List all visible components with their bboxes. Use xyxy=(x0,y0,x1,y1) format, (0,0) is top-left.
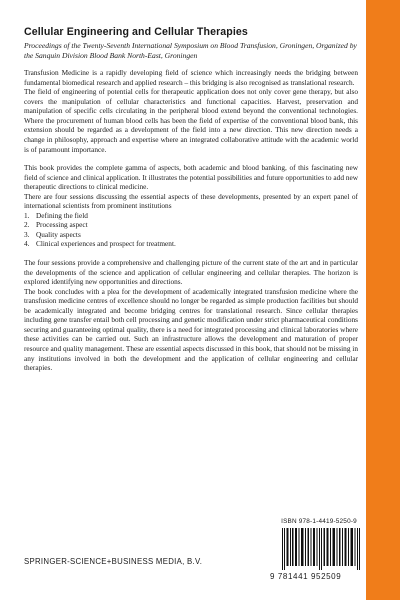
book-title: Cellular Engineering and Cellular Therapies xyxy=(24,26,248,38)
list-item: 1. Defining the field xyxy=(24,210,88,220)
isbn-label: ISBN 978-1-4419-5250-9 xyxy=(281,518,357,525)
paragraph-sessions: There are four sessions discussing the essential aspects of these developments, presented by an expert panel of international scientists from prominent institutions xyxy=(24,191,358,211)
publisher-name: SPRINGER-SCIENCE+BUSINESS MEDIA, B.V. xyxy=(24,557,203,566)
list-item: 4. Clinical experiences and prospect for treatment. xyxy=(24,239,176,249)
list-item: 2. Processing aspect xyxy=(24,220,88,230)
session-list xyxy=(24,211,358,249)
barcode-image xyxy=(282,528,362,570)
paragraph-four-sessions: The four sessions provide a comprehensive and challenging picture of the current state of the art and in particular the developments of the science and application of cellular engineering and cellular therapies. The horizon is explored identifying new opportunities and directions. xyxy=(24,258,358,287)
paragraph-engineering: The field of engineering of potential cells for therapeutic application does not only cover gene therapy, but also covers the manipulation of cellular characteristics and functional capacities. Harvest, preservation and manipulation of specific cells circulating in the peripheral blood extend beyond the conventional technologies. Where the procurement of human blood cells has been the field of expertise of the conventional blood bank, this extension should be regarded as a development of the field into a new direction. This new direction needs a change in philosophy, approach and expertise where an integrated collaborative attitude with the academic world is of paramount importance. xyxy=(24,87,358,154)
cover-text xyxy=(24,26,358,373)
paragraph-book-overview: This book provides the complete gamma of aspects, both academic and blood banking, of this fascinating new field of science and clinical application. It illustrates the potential possibilities and future opportunities to add new therapeutic directions to clinical medicine. xyxy=(24,163,358,192)
orange-spine-band xyxy=(366,0,400,600)
list-item: 3. Quality aspects xyxy=(24,229,81,239)
barcode-digits: 9 781441 952509 xyxy=(270,572,342,581)
paragraph-conclusion: The book concludes with a plea for the development of academically integrated transfusion medicine where the transfusion medicine centres of excellence should no longer be regarded as simple production facilities but should be academically integrated and become bridging centres for translational research. Since cellular therapies including gene transfer entail both cell processing and genetic modification under strict pharmaceutical conditions securing and guaranteeing optimal quality, there is a need for integrated processing and clinical laboratories where these activities can be carried out. Such an infrastructure allows the development and maturation of proper resource and quality management. These are essential aspects discussed in this book, that should not be missing in any institutions involved in both the development and the application of cellular engineering and cellular therapies. xyxy=(24,286,358,373)
book-subtitle: Proceedings of the Twenty-Seventh International Symposium on Blood Transfusion, Groningen, Organized by the Sanquin Division Blood Bank North-East, Groningen xyxy=(24,41,357,60)
paragraph-intro: Transfusion Medicine is a rapidly developing field of science which increasingly needs the bridging between fundamental biomedical research and applied research – this bridging is also recognised as translational research. xyxy=(24,68,358,87)
